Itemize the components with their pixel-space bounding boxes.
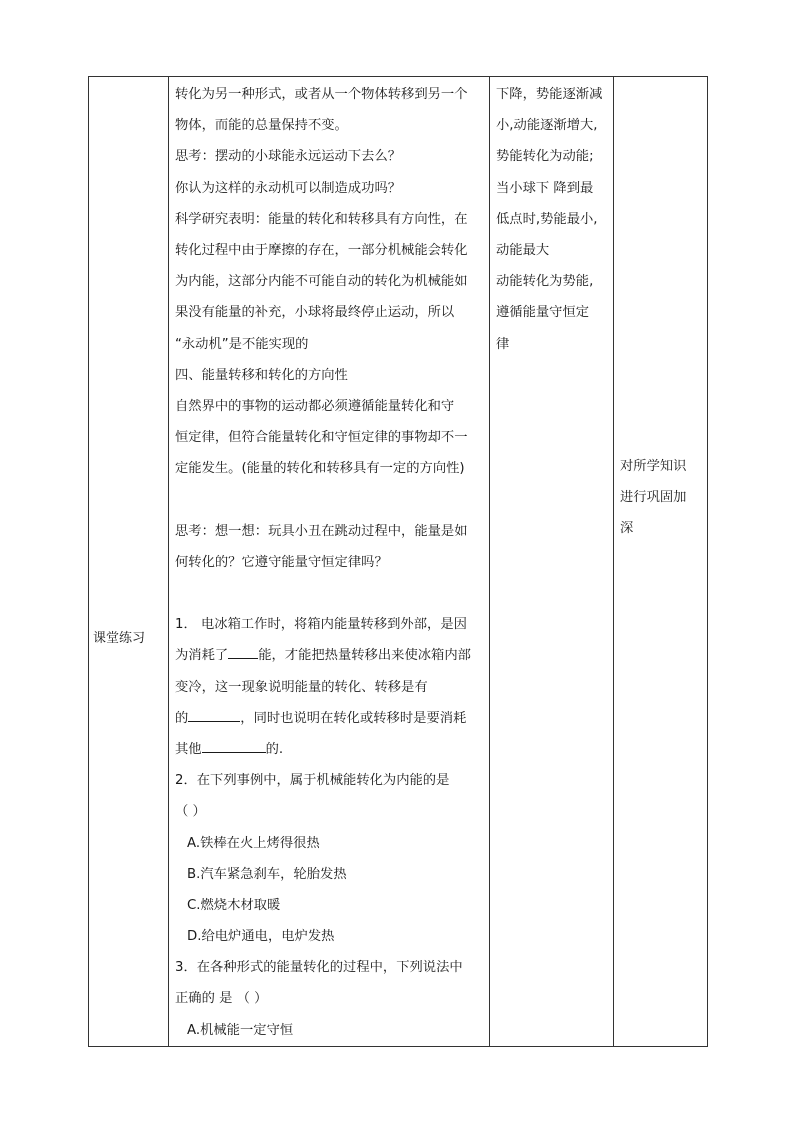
question-2-option: B.汽车紧急刹车，轮胎发热 [187,866,347,882]
question-2-option: C.燃烧木材取暖 [187,897,281,913]
question-1-line: 其他 的. [175,734,485,765]
content-line: 思考：摆动的小球能永远运动下去么？ [175,149,402,165]
content-line: 果没有能量的补充，小球将最终停止运动，所以 [175,305,455,321]
section-label: 课堂练习 [93,630,146,646]
answer-blank[interactable] [202,738,266,753]
content-cell [169,77,490,1047]
question-1-line: 变冷，这一现象说明能量的转化、转移是有 [175,679,428,695]
content-line: 物体，而能的总量保持不变。 [175,118,348,134]
answer-blank[interactable] [188,707,240,722]
activity-line: 遵循能量守恒定 [496,305,590,321]
design-purpose-cell [614,77,708,1047]
content-line: 为内能，这部分内能不可能自动的转化为机械能如 [175,274,468,290]
purpose-line: 对所学知识 [620,459,687,474]
question-3-stem: 3．在各种形式的能量转化的过程中，下列说法中 [175,960,463,976]
purpose-line: 深 [620,521,634,537]
question-1-line: 1． 电冰箱工作时，将箱内能量转移到外部，是因 [175,617,467,633]
content-line: 你认为这样的永动机可以制造成功吗？ [175,180,402,196]
content-line: 科学研究表明：能量的转化和转移具有方向性，在 [175,211,468,227]
question-2-stem: 2．在下列事例中，属于机械能转化为内能的是 [175,773,450,789]
activity-line: 下降，势能逐渐减 [496,87,603,102]
table-row [89,77,708,1047]
content-line: “永动机”是不能实现的 [175,336,309,352]
content-line: 转化为另一种形式，或者从一个物体转移到另一个 [175,87,468,102]
think-question: 思考：想一想：玩具小丑在跳动过程中，能量是如 [175,523,468,539]
think-question: 何转化的？它遵守能量守恒定律吗？ [175,554,388,570]
activity-line: 当小球下 降到最 [496,180,594,196]
activity-line: 律 [496,336,510,352]
content-line: 转化过程中由于摩擦的存在，一部分机械能会转化 [175,242,468,258]
activity-line: 动能转化为势能, [496,274,594,290]
content-line: 自然界中的事物的运动都必须遵循能量转化和守 [175,398,455,414]
question-2-option: D.给电炉通电，电炉发热 [187,929,335,945]
question-3-option: A.机械能一定守恒 [187,1022,294,1038]
question-3-line: 正确的 是 （ ） [175,991,268,1007]
question-1-line: 的 ，同时也说明在转化或转移时是要消耗 [175,703,485,734]
question-2-answer-paren: （ ） [175,804,206,820]
activity-line: 势能转化为动能; [496,149,594,165]
question-2-option: A.铁棒在火上烤得很热 [187,835,320,851]
purpose-line: 进行巩固加 [620,490,687,506]
content-line: 恒定律，但符合能量转化和守恒定律的事物却不一 [175,430,468,446]
section-heading: 四、能量转移和转化的方向性 [175,367,348,383]
content-line: 定能发生。(能量的转化和转移具有一定的方向性) [175,461,465,477]
answer-blank[interactable] [228,644,258,659]
section-label-cell [89,77,169,1047]
lesson-table [88,76,708,1047]
activity-line: 低点时,势能最小, [496,211,598,227]
activity-line: 动能最大 [496,242,550,258]
student-activity-cell [490,77,614,1047]
question-1-line: 为消耗了 能，才能把热量转移出来使冰箱内部 [175,640,485,671]
activity-line: 小,动能逐渐增大, [496,118,598,134]
